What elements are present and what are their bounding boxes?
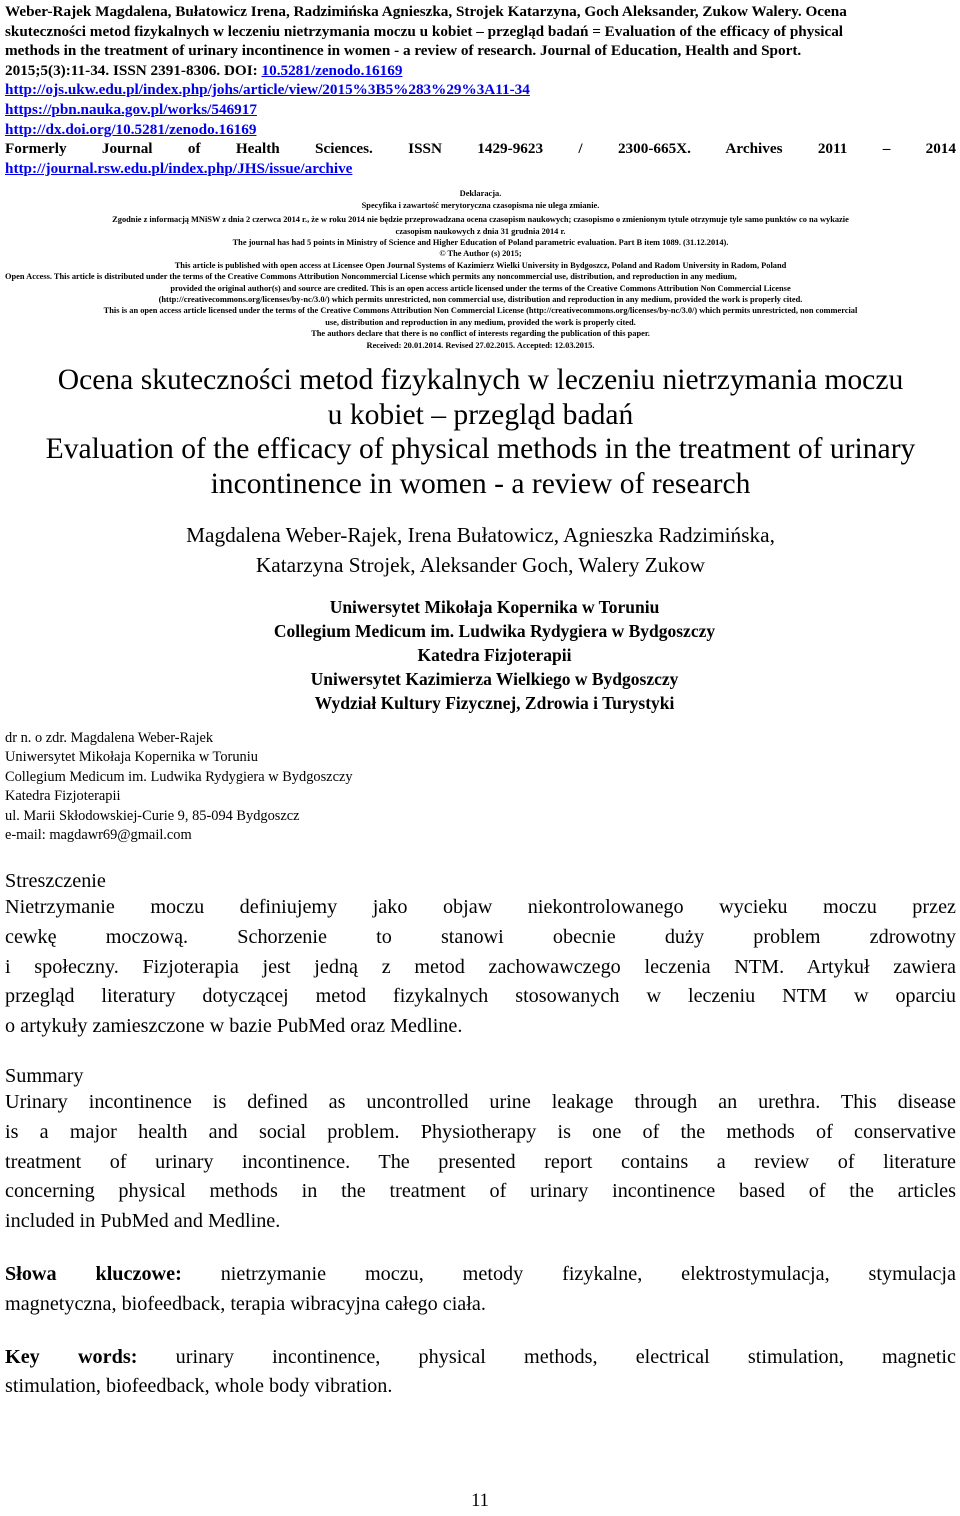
note-line: provided the original author(s) and source are credited. This is an open access article licensed under the terms of the Creative Commons Attribution Non Commercial License (170, 283, 791, 293)
paper-title (5, 363, 956, 501)
abstract-section (5, 869, 956, 1041)
author-line: Magdalena Weber-Rajek, Irena Bułatowicz, Agnieszka Radzimińska, (186, 523, 775, 548)
dx-doi-link[interactable]: http://dx.doi.org/10.5281/zenodo.16169 (5, 120, 257, 138)
abstract-line: o artykuły zamieszczone w bazie PubMed oraz Medline. (5, 1014, 463, 1037)
note-line: This is an open access article licensed under the terms of the Creative Commons Attribution Non Commercial License (http://creativecommons.org/licenses/by-nc/3.0/) which permits unrestricted, non commercial (103, 306, 858, 316)
contact-line: Katedra Fizjoterapii (5, 788, 121, 805)
summary-line: concerning physical methods in the treatment of urinary incontinence based of the articles (5, 1180, 956, 1203)
citation-line: methods in the treatment of urinary incontinence in women - a review of research. Journal of Education, Health and Sport. (5, 42, 802, 60)
title-pl-line: u kobiet – przegląd badań (327, 398, 634, 431)
keywords-pl (5, 1260, 956, 1319)
archive-link[interactable]: http://journal.rsw.edu.pl/index.php/JHS/issue/archive (5, 159, 353, 177)
conflict-note: The authors declare that there is no conflict of interests regarding the publication of this paper. (311, 329, 650, 339)
affiliation-line: Uniwersytet Kazimierza Wielkiego w Bydgoszczy (310, 669, 679, 690)
keywords-en-line (5, 1343, 956, 1373)
affiliation-line: Katedra Fizjoterapii (417, 645, 572, 666)
note-line: Open Access. This article is distributed under the terms of the Creative Commons Attribution Noncommercial License which permits any noncommercial use, distribution, and reproduction in any medium, (5, 272, 737, 282)
copyright-note: © The Author (s) 2015; (439, 249, 522, 259)
citation-line (5, 61, 956, 81)
keywords-pl-label: Słowa kluczowe: (5, 1263, 182, 1286)
note-line: This article is published with open access at Licensee Open Journal Systems of Kazimierz Wielki University in Bydgoszcz, Poland and Radom University in Radom, Poland (174, 260, 787, 270)
abstract-text (5, 893, 956, 1041)
document-page (5, 0, 956, 1402)
ojs-article-link[interactable]: http://ojs.ukw.edu.pl/index.php/johs/article/view/2015%3B5%283%29%3A11-34 (5, 81, 530, 99)
keywords-en-label: Key words: (5, 1345, 138, 1368)
abstract-line: cewkę moczową. Schorzenie to stanowi obecnie duży problem zdrowotny (5, 926, 956, 949)
pbn-link[interactable]: https://pbn.nauka.gov.pl/works/546917 (5, 100, 257, 118)
note-line: The journal has had 5 points in Ministry of Science and Higher Education of Poland parametric evaluation. Part B item 1089. (31.12.2014). (232, 237, 729, 247)
abstract-line: przegląd literatury dotyczącej metod fizykalnych stosowanych w leczeniu NTM w oparciu (5, 985, 956, 1008)
abstract-heading: Streszczenie (5, 870, 106, 893)
note-line: Zgodnie z informacją MNiSW z dnia 2 czerwca 2014 r., że w roku 2014 nie będzie przeprowadzana ocena czasopism naukowych; czasopismo o zmienionym tytule otrzymuje tyle samo punktów co na wykazie (112, 215, 849, 225)
keywords-pl-text: nietrzymanie moczu, metody fizykalne, elektrostymulacja, stymulacja (181, 1263, 956, 1286)
affiliations (5, 595, 956, 715)
dates-note: Received: 20.01.2014. Revised 27.02.2015. Accepted: 12.03.2015. (366, 340, 595, 350)
abstract-line: i społeczny. Fizjoterapia jest jedną z metod zachowawczego leczenia NTM. Artykuł zawiera (5, 955, 956, 978)
contact-line: dr n. o zdr. Magdalena Weber-Rajek (5, 730, 214, 747)
summary-line: included in PubMed and Medline. (5, 1209, 281, 1232)
publication-notes (5, 188, 956, 351)
contact-line: Uniwersytet Mikołaja Kopernika w Toruniu (5, 749, 258, 766)
summary-section (5, 1064, 956, 1236)
summary-line: treatment of urinary incontinence. The presented report contains a review of literature (5, 1150, 956, 1173)
author-list (5, 520, 956, 580)
affiliation-line: Uniwersytet Mikołaja Kopernika w Toruniu (329, 597, 660, 618)
summary-text (5, 1088, 956, 1236)
summary-line: is a major health and social problem. Physiotherapy is one of the methods of conservative (5, 1121, 956, 1144)
declaration-note: Deklaracja. (459, 189, 502, 199)
contact-line: Collegium Medicum im. Ludwika Rydygiera w Bydgoszczy (5, 768, 353, 785)
title-en-line: incontinence in women - a review of research (210, 467, 751, 500)
citation-line: skuteczności metod fizykalnych w leczeniu nietrzymania moczu u kobiet – przegląd badań = Evaluation of the efficacy of physical (5, 22, 844, 40)
keywords-pl-line: magnetyczna, biofeedback, terapia wibracyjna całego ciała. (5, 1293, 486, 1315)
citation-text: 2015;5(3):11-34. ISSN 2391-8306. DOI: (5, 61, 262, 79)
note-line: (http://creativecommons.org/licenses/by-nc/3.0/) which permits unrestricted, non commercial use, distribution and reproduction in any medium, provided the work is properly cited. (158, 295, 803, 304)
note-line: Specyfika i zawartość merytoryczna czasopisma nie ulega zmianie. (361, 200, 600, 210)
title-pl-line: Ocena skuteczności metod fizykalnych w leczeniu nietrzymania moczu (57, 364, 904, 397)
doi-link[interactable]: 10.5281/zenodo.16169 (261, 61, 403, 79)
contact-line: ul. Marii Skłodowskiej-Curie 9, 85-094 Bydgoszcz (5, 807, 300, 824)
note-line: use, distribution and reproduction in any medium, provided the work is properly cited. (325, 317, 636, 327)
corresponding-author (5, 729, 956, 845)
keywords-en (5, 1343, 956, 1402)
citation-line: Weber-Rajek Magdalena, Bułatowicz Irena, Radzimińska Agnieszka, Strojek Katarzyna, Goch Aleksander, Zukow Walery. Ocena (5, 3, 847, 20)
abstract-line: Nietrzymanie moczu definiujemy jako objaw niekontrolowanego wycieku moczu przez (5, 896, 956, 919)
citation-block (5, 2, 956, 178)
keywords-en-text: urinary incontinence, physical methods, electrical stimulation, magnetic (137, 1345, 956, 1368)
affiliation-line: Collegium Medicum im. Ludwika Rydygiera w Bydgoszczy (273, 621, 716, 642)
title-en-line: Evaluation of the efficacy of physical methods in the treatment of urinary (45, 433, 916, 466)
summary-line: Urinary incontinence is defined as uncontrolled urine leakage through an urethra. This disease (5, 1091, 956, 1114)
keywords-en-line: stimulation, biofeedback, whole body vibration. (5, 1375, 393, 1398)
affiliation-line: Wydział Kultury Fizycznej, Zdrowia i Turystyki (314, 693, 675, 714)
note-line: czasopism naukowych z dnia 31 grudnia 2014 r. (395, 226, 566, 236)
author-line: Katarzyna Strojek, Aleksander Goch, Walery Zukow (255, 553, 706, 578)
keywords-pl-line (5, 1260, 956, 1290)
contact-email: e-mail: magdawr69@gmail.com (5, 827, 192, 844)
page-number: 11 (471, 1491, 489, 1511)
formerly-line: Formerly Journal of Health Sciences. ISSN 1429-9623 / 2300-665X. Archives 2011 – 2014 (5, 140, 956, 158)
summary-heading: Summary (5, 1065, 84, 1088)
